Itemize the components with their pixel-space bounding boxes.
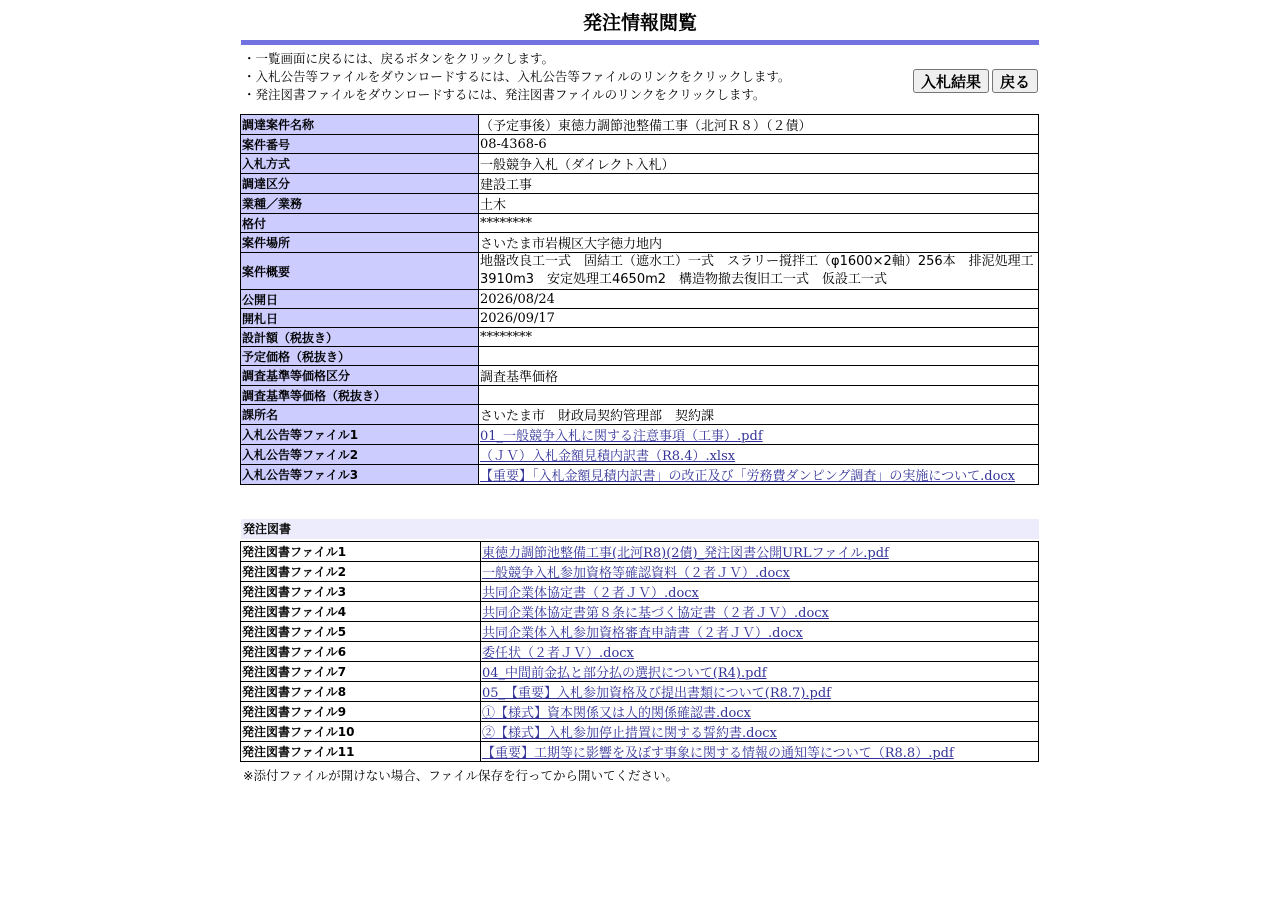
publish-date-value: 2026/08/24 (479, 290, 1039, 309)
row-label: 発注図書ファイル7 (241, 662, 481, 682)
table-row (241, 405, 1039, 425)
table-row (241, 347, 1039, 366)
row-label: 格付 (241, 214, 479, 233)
table-row (241, 445, 1039, 465)
drawing-file-link-6[interactable]: 委任状（２者ＪＶ）.docx (482, 646, 634, 661)
row-label: 発注図書ファイル8 (241, 682, 481, 702)
row-label: 入札方式 (241, 154, 479, 174)
drawing-file-link-7[interactable]: 04_中間前金払と部分払の選択について(R4).pdf (482, 666, 767, 681)
procurement-info-table (240, 114, 1039, 485)
survey-price-category-value: 調査基準価格 (479, 366, 1039, 386)
drawing-file-link-3[interactable]: 共同企業体協定書（２者ＪＶ）.docx (482, 586, 699, 601)
bid-method-value: 一般競争入札（ダイレクト入札） (479, 154, 1039, 174)
design-amount-value: ******** (479, 328, 1039, 347)
instruction-item: ・発注図書ファイルをダウンロードするには、発注図書ファイルのリンクをクリックします。 (243, 87, 766, 102)
table-row (241, 174, 1039, 194)
instruction-item: ・一覧画面に戻るには、戻るボタンをクリックします。 (243, 51, 555, 66)
table-row (241, 602, 1039, 622)
drawing-file-link-1[interactable]: 東徳力調節池整備工事(北河R8)(2債)_発注図書公開URLファイル.pdf (482, 546, 889, 561)
project-number-value: 08-4368-6 (479, 135, 1039, 154)
instructions-area (241, 50, 1039, 112)
table-row (241, 582, 1039, 602)
grade-value: ******** (479, 214, 1039, 233)
row-label: 発注図書ファイル3 (241, 582, 481, 602)
row-label: 入札公告等ファイル1 (241, 425, 479, 445)
row-label: 調達区分 (241, 174, 479, 194)
table-row (241, 309, 1039, 328)
location-value: さいたま市岩槻区大字徳力地内 (479, 233, 1039, 253)
table-row (241, 622, 1039, 642)
table-row (241, 542, 1039, 562)
department-value: さいたま市 財政局契約管理部 契約課 (479, 405, 1039, 425)
procurement-category-value: 建設工事 (479, 174, 1039, 194)
row-label: 調査基準等価格区分 (241, 366, 479, 386)
row-label: 調達案件名称 (241, 115, 479, 135)
table-row (241, 702, 1039, 722)
row-label: 発注図書ファイル1 (241, 542, 481, 562)
row-label: 案件場所 (241, 233, 479, 253)
table-row (241, 328, 1039, 347)
table-row (241, 682, 1039, 702)
page-container (241, 0, 1039, 784)
row-label: 案件番号 (241, 135, 479, 154)
table-row (241, 742, 1039, 762)
row-label: 公開日 (241, 290, 479, 309)
table-row (241, 154, 1039, 174)
drawings-section-title: 発注図書 (241, 519, 1039, 539)
drawing-file-link-5[interactable]: 共同企業体入札参加資格審査申請書（２者ＪＶ）.docx (482, 626, 803, 641)
row-label: 発注図書ファイル11 (241, 742, 481, 762)
drawing-file-link-4[interactable]: 共同企業体協定書第８条に基づく協定書（２者ＪＶ）.docx (482, 606, 829, 621)
survey-price-value (479, 386, 1039, 405)
notice-file-link-1[interactable]: 01_一般競争入札に関する注意事項（工事）.pdf (480, 429, 763, 444)
footnote: ※添付ファイルが開けない場合、ファイル保存を行ってから開いてください。 (243, 768, 678, 783)
drawing-file-link-11[interactable]: 【重要】工期等に影響を及ぼす事象に関する情報の通知等について（R8.8）.pdf (482, 746, 954, 761)
opening-date-value: 2026/09/17 (479, 309, 1039, 328)
row-label: 課所名 (241, 405, 479, 425)
row-label: 発注図書ファイル5 (241, 622, 481, 642)
table-row (241, 214, 1039, 233)
back-button[interactable]: 戻る (992, 69, 1038, 93)
drawing-file-link-2[interactable]: 一般競争入札参加資格等確認資料（２者ＪＶ）.docx (482, 566, 790, 581)
table-row (241, 233, 1039, 253)
notice-file-link-3[interactable]: 【重要】「入札金額見積内訳書」の改正及び「労務費ダンピング調査」の実施について.docx (480, 469, 1016, 484)
table-row (241, 253, 1039, 290)
instruction-item: ・入札公告等ファイルをダウンロードするには、入札公告等ファイルのリンクをクリックします。 (243, 69, 791, 84)
table-row (241, 722, 1039, 742)
row-label: 入札公告等ファイル3 (241, 465, 479, 485)
table-row (241, 562, 1039, 582)
row-label: 入札公告等ファイル2 (241, 445, 479, 465)
drawing-file-link-10[interactable]: ②【様式】入札参加停止措置に関する誓約書.docx (482, 726, 777, 741)
row-label: 発注図書ファイル2 (241, 562, 481, 582)
estimated-price-value (479, 347, 1039, 366)
row-label: 案件概要 (241, 253, 479, 290)
title-divider (241, 40, 1039, 45)
table-row (241, 115, 1039, 135)
drawing-file-link-8[interactable]: 05_【重要】入札参加資格及び提出書類について(R8.7).pdf (482, 686, 831, 701)
row-label: 調査基準等価格（税抜き） (241, 386, 479, 405)
industry-value: 土木 (479, 194, 1039, 214)
drawing-files-table (240, 541, 1039, 762)
row-label: 発注図書ファイル4 (241, 602, 481, 622)
table-row (241, 425, 1039, 445)
page-title: 発注情報閲覧 (582, 12, 697, 34)
notice-file-link-2[interactable]: （ＪＶ）入札金額見積内訳書（R8.4）.xlsx (480, 449, 736, 464)
row-label: 発注図書ファイル6 (241, 642, 481, 662)
bid-results-button[interactable]: 入札結果 (913, 69, 989, 93)
project-name-value: （予定事後）東徳力調節池整備工事（北河Ｒ８）（２債） (479, 115, 1039, 135)
row-label: 発注図書ファイル9 (241, 702, 481, 722)
table-row (241, 135, 1039, 154)
project-summary-value: 地盤改良工一式 固結工（遮水工）一式 スラリー撹拌工（φ1600×2軸）256本 排泥処理工3910m3 安定処理工4650m2 構造物撤去復旧工一式 仮設工一式 (479, 253, 1039, 290)
row-label: 業種／業務 (241, 194, 479, 214)
table-row (241, 662, 1039, 682)
table-row (241, 642, 1039, 662)
table-row (241, 366, 1039, 386)
table-row (241, 386, 1039, 405)
row-label: 発注図書ファイル10 (241, 722, 481, 742)
table-row (241, 290, 1039, 309)
row-label: 予定価格（税抜き） (241, 347, 479, 366)
row-label: 設計額（税抜き） (241, 328, 479, 347)
drawing-file-link-9[interactable]: ①【様式】資本関係又は人的関係確認書.docx (482, 706, 751, 721)
table-row (241, 465, 1039, 485)
action-buttons (913, 69, 1038, 93)
table-row (241, 194, 1039, 214)
row-label: 開札日 (241, 309, 479, 328)
